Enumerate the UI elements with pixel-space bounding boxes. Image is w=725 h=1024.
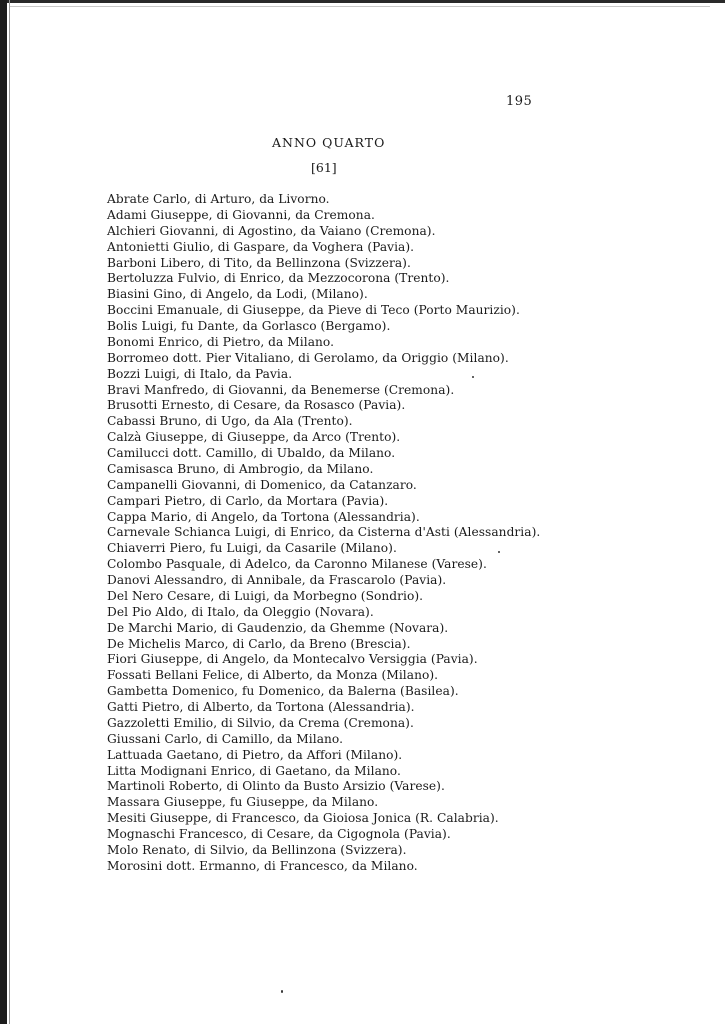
- list-item: Giussani Carlo, di Camillo, da Milano.: [107, 731, 344, 746]
- list-item: Cappa Mario, di Angelo, da Tortona (Alessandria).: [107, 509, 420, 524]
- list-item: Massara Giuseppe, fu Giuseppe, da Milano.: [107, 795, 379, 810]
- section-number: [61]: [311, 160, 337, 175]
- list-item: Campari Pietro, di Carlo, da Mortara (Pavia).: [107, 493, 389, 508]
- list-item: Carnevale Schianca Luigi, di Enrico, da Cisterna d'Asti (Alessandria).: [107, 525, 541, 540]
- student-list: [107, 192, 707, 875]
- scan-speck: [472, 376, 474, 378]
- list-item: Borromeo dott. Pier Vitaliano, di Gerolamo, da Origgio (Milano).: [107, 350, 509, 365]
- list-item: Fiori Giuseppe, di Angelo, da Montecalvo Versiggia (Pavia).: [107, 652, 478, 667]
- list-item: Bozzi Luigi, di Italo, da Pavia.: [107, 366, 293, 381]
- list-item: Fossati Bellani Felice, di Alberto, da Monza (Milano).: [107, 668, 439, 683]
- list-item: Brusotti Ernesto, di Cesare, da Rosasco (Pavia).: [107, 398, 406, 413]
- list-item: Cabassi Bruno, di Ugo, da Ala (Trento).: [107, 414, 353, 429]
- list-item: Martinoli Roberto, di Olinto da Busto Arsizio (Varese).: [107, 779, 445, 794]
- list-item: De Marchi Mario, di Gaudenzio, da Ghemme (Novara).: [107, 620, 449, 635]
- list-item: Camisasca Bruno, di Ambrogio, da Milano.: [107, 461, 374, 476]
- section-title: ANNO QUARTO: [272, 135, 386, 150]
- list-item: Del Pio Aldo, di Italo, da Oleggio (Novara).: [107, 604, 374, 619]
- scan-speck: [281, 990, 283, 993]
- list-item: Del Nero Cesare, di Luigi, da Morbegno (Sondrio).: [107, 588, 424, 603]
- list-item: Adami Giuseppe, di Giovanni, da Cremona.: [107, 207, 375, 222]
- list-item: Gazzoletti Emilio, di Silvio, da Crema (Cremona).: [107, 715, 414, 730]
- list-item: Bonomi Enrico, di Pietro, da Milano.: [107, 334, 335, 349]
- list-item: Litta Modignani Enrico, di Gaetano, da Milano.: [107, 763, 401, 778]
- list-item: Camilucci dott. Camillo, di Ubaldo, da Milano.: [107, 446, 396, 460]
- list-item: Abrate Carlo, di Arturo, da Livorno.: [107, 192, 330, 206]
- scan-edge-left-inner: [9, 0, 10, 1024]
- scan-edge-left: [0, 0, 7, 1024]
- list-item: Molo Renato, di Silvio, da Bellinzona (Svizzera).: [107, 842, 407, 857]
- list-item: Morosini dott. Ermanno, di Francesco, da Milano.: [107, 858, 418, 873]
- list-item: Calzà Giuseppe, di Giuseppe, da Arco (Trento).: [107, 430, 401, 445]
- list-item: Alchieri Giovanni, di Agostino, da Vaiano (Cremona).: [107, 223, 436, 238]
- list-item: Antonietti Giulio, di Gaspare, da Voghera (Pavia).: [107, 239, 415, 254]
- list-item: Campanelli Giovanni, di Domenico, da Catanzaro.: [107, 477, 417, 492]
- list-item: Chiaverri Piero, fu Luigi, da Casarile (Milano).: [107, 541, 397, 556]
- list-item: De Michelis Marco, di Carlo, da Breno (Brescia).: [107, 636, 411, 651]
- scan-edge-top: [0, 0, 725, 3]
- list-item: Mesiti Giuseppe, di Francesco, da Gioiosa Jonica (R. Calabria).: [107, 811, 499, 826]
- list-item: Bertoluzza Fulvio, di Enrico, da Mezzocorona (Trento).: [107, 271, 450, 286]
- list-item: Lattuada Gaetano, di Pietro, da Affori (Milano).: [107, 747, 403, 762]
- list-item: Gatti Pietro, di Alberto, da Tortona (Alessandria).: [107, 700, 415, 714]
- list-item: Bravi Manfredo, di Giovanni, da Benemerse (Cremona).: [107, 382, 455, 397]
- list-item: Colombo Pasquale, di Adelco, da Caronno Milanese (Varese).: [107, 557, 487, 572]
- list-item: Danovi Alessandro, di Annibale, da Frascarolo (Pavia).: [107, 573, 447, 587]
- page-number: 195: [506, 94, 533, 109]
- list-item: Barboni Libero, di Tito, da Bellinzona (Svizzera).: [107, 255, 411, 270]
- scan-speck: [498, 551, 500, 553]
- list-item: Gambetta Domenico, fu Domenico, da Balerna (Basilea).: [107, 684, 459, 699]
- list-item: Bolis Luigi, fu Dante, da Gorlasco (Bergamo).: [107, 319, 391, 333]
- list-item: Mognaschi Francesco, di Cesare, da Cigognola (Pavia).: [107, 827, 451, 841]
- list-item: Boccini Emanuale, di Giuseppe, da Pieve di Teco (Porto Maurizio).: [107, 303, 520, 318]
- list-item: Biasini Gino, di Angelo, da Lodi, (Milano).: [107, 287, 368, 302]
- scan-edge-top-inner: [10, 6, 710, 7]
